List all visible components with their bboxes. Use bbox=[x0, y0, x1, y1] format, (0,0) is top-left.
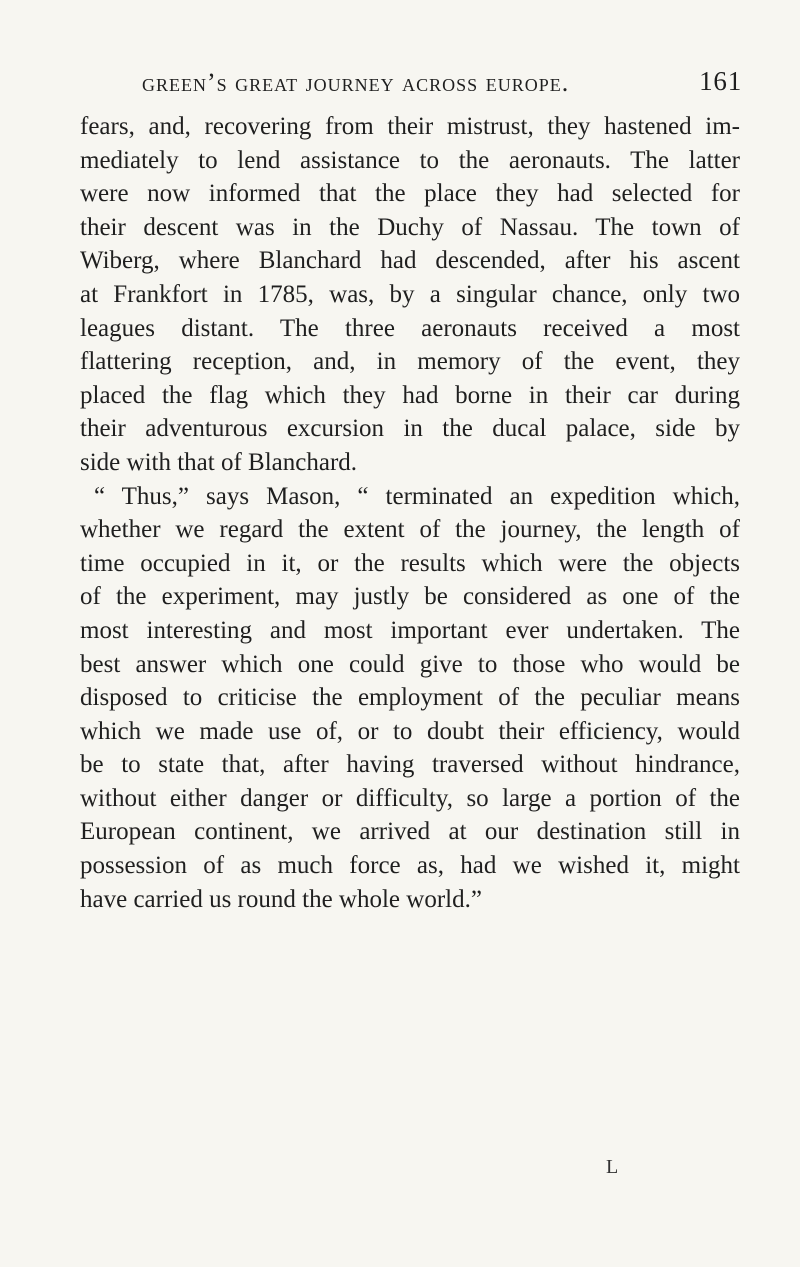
running-head bbox=[142, 66, 742, 102]
text-line: of the experiment, may justly be considered as one of the bbox=[80, 583, 740, 611]
text-line: best answer which one could give to those who would be bbox=[80, 650, 740, 678]
text-line: disposed to criticise the employment of the peculiar means bbox=[80, 684, 740, 712]
text-line: be to state that, after having traversed without hindrance, bbox=[80, 751, 740, 779]
text-line: were now informed that the place they had selected for bbox=[80, 180, 740, 208]
text-line: European continent, we arrived at our destination still in bbox=[80, 818, 740, 846]
text-line: most interesting and most important ever undertaken. The bbox=[80, 616, 740, 644]
text-line: time occupied in it, or the results which were the objects bbox=[80, 549, 740, 577]
running-title: green’s great journey across europe. bbox=[142, 68, 570, 97]
text-line: mediately to lend assistance to the aeronauts. The latter bbox=[80, 146, 740, 174]
text-line: have carried us round the whole world.” bbox=[80, 885, 482, 913]
text-line: which we made use of, or to doubt their efficiency, would bbox=[80, 717, 740, 745]
text-line: at Frankfort in 1785, was, by a singular chance, only two bbox=[80, 280, 740, 308]
text-line: Wiberg, where Blanchard had descended, after his ascent bbox=[80, 247, 740, 275]
text-line: fears, and, recovering from their mistrust, they hastened im- bbox=[80, 113, 740, 140]
text-line: “ Thus,” says Mason, “ terminated an expedition which, bbox=[94, 482, 740, 510]
text-line: without either danger or difficulty, so large a portion of the bbox=[80, 784, 740, 812]
text-line: flattering reception, and, in memory of the event, they bbox=[80, 348, 740, 376]
text-line: possession of as much force as, had we wished it, might bbox=[80, 852, 740, 880]
body-text bbox=[80, 110, 740, 916]
text-line: their descent was in the Duchy of Nassau. The town of bbox=[80, 213, 740, 241]
signature-mark: L bbox=[606, 1156, 619, 1178]
text-line: their adventurous excursion in the ducal palace, side by bbox=[80, 415, 740, 443]
text-line: side with that of Blanchard. bbox=[80, 448, 358, 476]
page-number: 161 bbox=[699, 66, 742, 96]
text-line: placed the flag which they had borne in their car during bbox=[80, 381, 740, 409]
text-line: leagues distant. The three aeronauts received a most bbox=[80, 314, 740, 342]
text-line: whether we regard the extent of the journey, the length of bbox=[80, 516, 740, 544]
